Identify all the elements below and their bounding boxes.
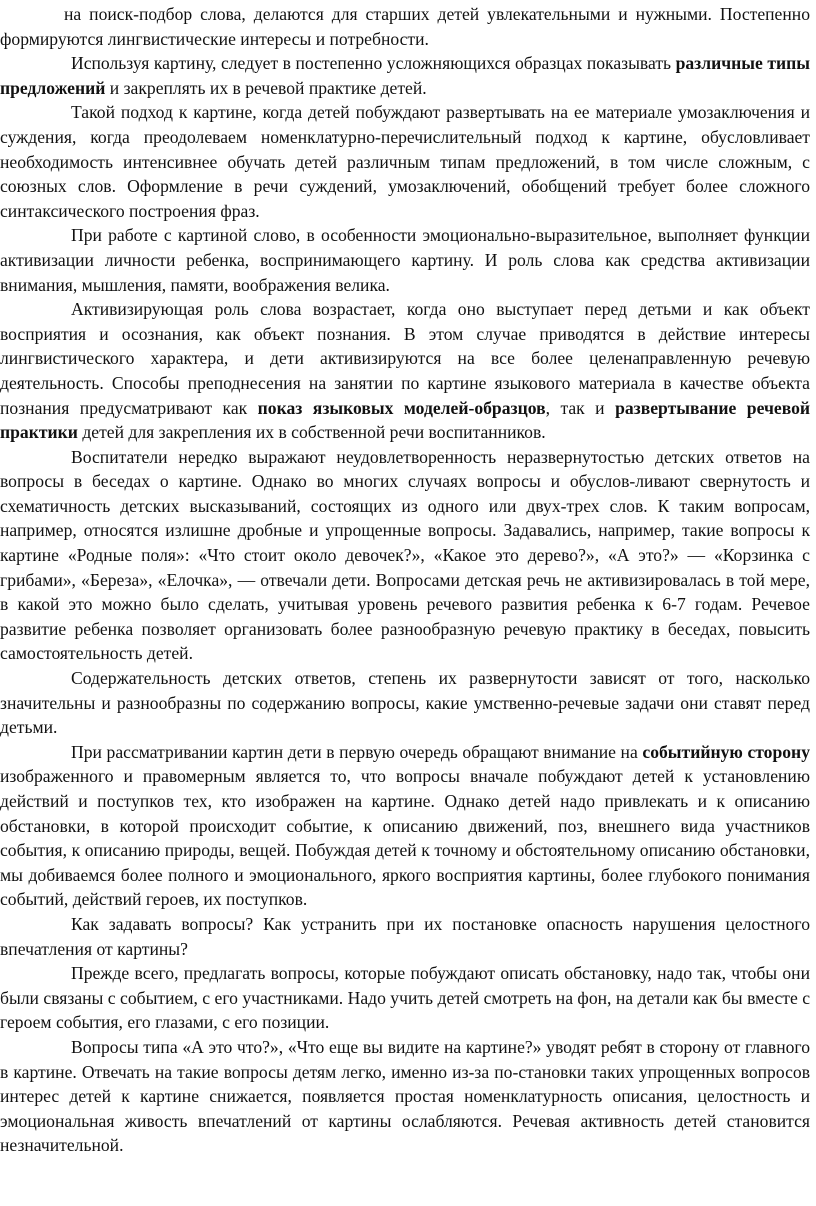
paragraph xyxy=(0,666,810,740)
paragraph xyxy=(0,100,810,223)
paragraph xyxy=(0,912,810,961)
text-segment: Прежде всего, предлагать вопросы, которые побуждают описать обстановку, надо так, чтобы они были связаны с событием, с его участниками. Надо учить детей смотреть на фон, на детали как бы вместе с героем события, его глазами, с его позиции. xyxy=(0,963,810,1033)
paragraph xyxy=(0,2,810,51)
document-body xyxy=(0,2,810,1158)
paragraph xyxy=(0,223,810,297)
text-segment: Как задавать вопросы? Как устранить при их постановке опасность нарушения целостного впечатления от картины? xyxy=(0,913,810,959)
text-segment: Воспитатели нередко выражают неудовлетворенность неразвернутостью детских ответов на вопросы в беседах о картине. Однако во многих случаях вопросы и обуслов-ливают свернутость и схематичность детских высказываний, состоящих из одного или двух-трех слов. К таким вопросам, например, относятся излишне дробные и упрощенные вопросы. Задавались, например, такие вопросы к картине «Родные поля»: «Что стоит около девочек?», «Какое это дерево?», «А это?» — «Корзинка с грибами», «Береза», «Елочка», — отвечали дети. Вопросами детская речь не активизировалась в той мере, в какой это можно было сделать, учитывая уровень речевого развития ребенка к 6-7 годам. Речевое развитие ребенка позволяет организовать более разнообразную речевую практику в беседах, повысить самостоятельность детей. xyxy=(0,446,810,664)
paragraph xyxy=(0,297,810,445)
text-segment: Такой подход к картине, когда детей побуждают развертывать на ее материале умозаключения и суждения, когда преодолеваем номенклатурно-перечислительный подход к картине, обусловливает необходимость интенсивнее обучать детей различным типам предложений, в том числе сложным, с союзных слов. Оформление в речи суждений, умозаключений, обобщений требует более сложного синтаксического построения фраз. xyxy=(0,102,810,221)
text-segment: , так и xyxy=(545,397,616,418)
text-segment: на поиск-подбор слова, делаются для старших детей увлекательными и нужными. Постепенно формируются лингвистические интересы и потребности. xyxy=(0,4,810,49)
paragraph xyxy=(0,740,810,912)
paragraph xyxy=(0,961,810,1035)
bold-term: событийную сторону xyxy=(642,741,810,762)
text-segment: Вопросы типа «А это что?», «Что еще вы видите на картине?» уводят ребят в сторону от главного в картине. Отвечать на такие вопросы детям легко, именно из-за по-становки таких упрощенных вопросов интерес детей к картине снижается, появляется простая номенклатурность описания, целостность и эмоциональная живость впечатлений от картины ослабляются. Речевая активность детей становится незначительной. xyxy=(0,1036,810,1156)
text-segment: детей для закрепления их в собственной речи воспитанников. xyxy=(77,422,546,443)
bold-term: различные типы предложений xyxy=(0,53,810,98)
text-segment: изображенного и правомерным является то, что вопросы вначале побуждают детей к установлению действий и поступков тех, кто изображен на картине. Однако детей надо привлекать и к описанию обстановки, в которой происходит событие, к описанию движений, поз, внешнего вида участников события, к описанию природы, вещей. Побуждая детей к точному и обстоятельному описанию обстановки, мы добиваемся более полного и эмоционального, яркого восприятия картины, более глубокого понимания событий, действий героев, их поступков. xyxy=(0,766,810,910)
paragraph xyxy=(0,51,810,100)
text-segment: При работе с картиной слово, в особенности эмоционально-выразительное, выполняет функции активизации личности ребенка, воспринимающего картину. И роль слова как средства активизации внимания, мышления, памяти, воображения велика. xyxy=(0,225,810,295)
bold-term: показ языковых моделей-образцов xyxy=(257,397,546,418)
text-segment: Содержательность детских ответов, степень их развернутости зависят от того, насколько значительны и разнообразны по содержанию вопросы, какие умственно-речевые задачи они ставят перед детьми. xyxy=(0,668,810,738)
paragraph xyxy=(0,445,810,666)
paragraph xyxy=(0,1035,810,1158)
text-segment: Используя картину, следует в постепенно усложняющихся образцах показывать xyxy=(71,53,676,74)
bold-term: развертывание речевой практики xyxy=(0,397,811,443)
text-segment: Активизирующая роль слова возрастает, когда оно выступает перед детьми и как объект восприятия и осознания, как объект познания. В этом случае приводятся в действие интересы лингвистического характера, и дети активизируются на все более целенаправленную речевую деятельность. Способы преподнесения на занятии по картине языкового материала в качестве объекта познания предусматривают как xyxy=(0,299,810,418)
text-segment: При рассматривании картин дети в первую очередь обращают внимание на xyxy=(71,741,643,762)
text-segment: и закреплять их в речевой практике детей. xyxy=(105,77,427,98)
